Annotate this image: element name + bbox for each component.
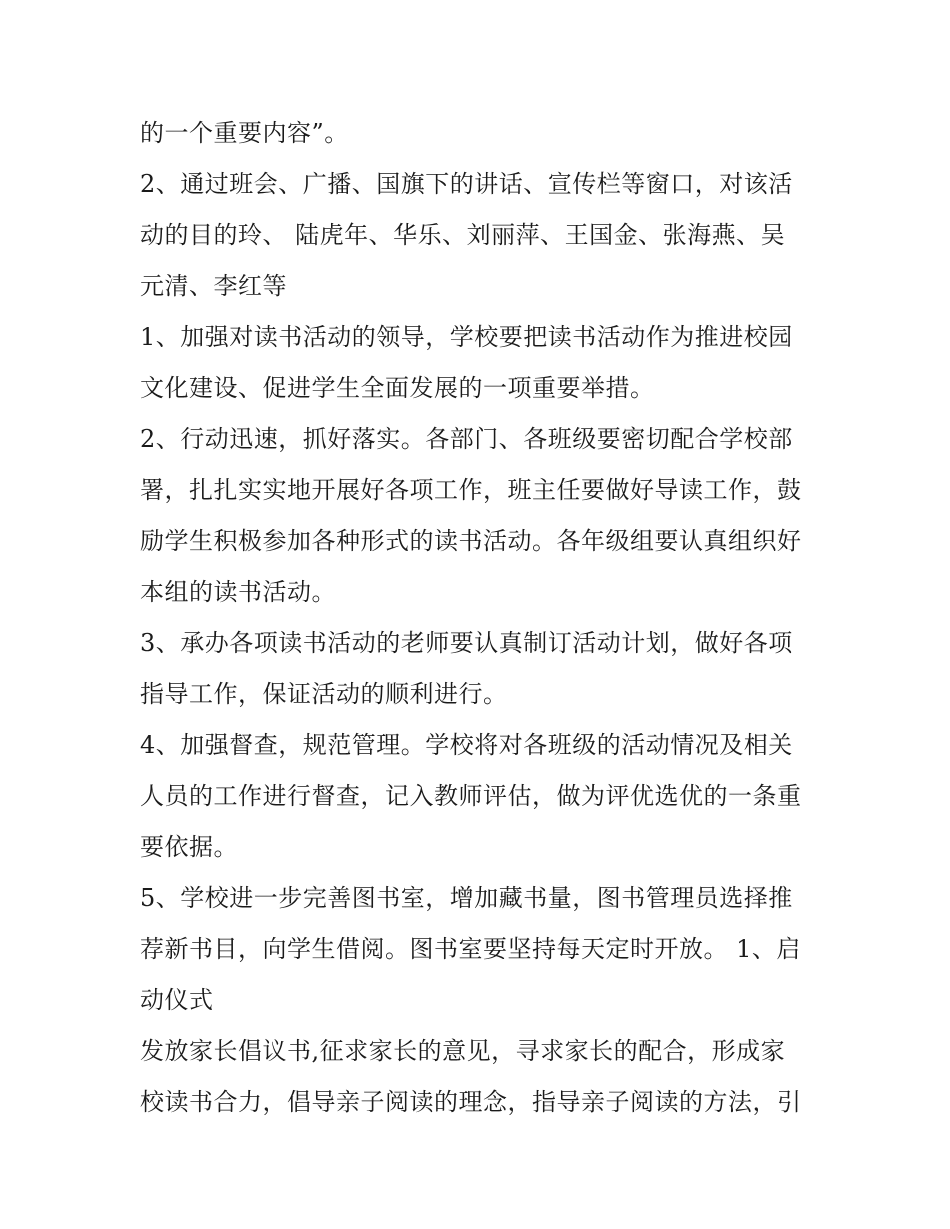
- text-line: 2、行动迅速，抓好落实。各部门、各班级要密切配合学校部: [140, 425, 793, 453]
- text-line: 2、通过班会、广播、国旗下的讲话、宣传栏等窗口，对该活: [140, 170, 793, 198]
- text-line: 本组的读书活动。: [140, 578, 336, 606]
- text-line: 励学生积极参加各种形式的读书活动。各年级组要认真组织好: [140, 527, 802, 555]
- text-line: 4、加强督查，规范管理。学校将对各班级的活动情况及相关: [140, 731, 793, 759]
- text-line: 校读书合力，倡导亲子阅读的理念，指导亲子阅读的方法，引: [140, 1088, 802, 1116]
- document-body: [140, 108, 820, 1128]
- text-line: 动的目的玲、 陆虎年、华乐、刘丽萍、王国金、张海燕、吴: [140, 221, 786, 249]
- text-line: 文化建设、促进学生全面发展的一项重要举措。: [140, 374, 655, 402]
- text-line: 人员的工作进行督查，记入教师评估，做为评优选优的一条重: [140, 782, 802, 810]
- text-line: 荐新书目，向学生借阅。图书室要坚持每天定时开放。 1、启: [140, 935, 801, 963]
- text-line: 发放家长倡议书,征求家长的意见，寻求家长的配合，形成家: [140, 1037, 786, 1065]
- text-line: 署，扎扎实实地开展好各项工作，班主任要做好导读工作，鼓: [140, 476, 802, 504]
- text-line: 要依据。: [140, 833, 238, 861]
- text-line: 指导工作，保证活动的顺利进行。: [140, 680, 508, 708]
- text-line: 元清、李红等: [140, 272, 287, 300]
- text-line: 1、加强对读书活动的领导，学校要把读书活动作为推进校园: [140, 323, 793, 351]
- text-line: 3、承办各项读书活动的老师要认真制订活动计划，做好各项: [140, 629, 793, 657]
- text-line: 的一个重要内容”。: [140, 119, 349, 147]
- text-line: 5、学校进一步完善图书室，增加藏书量，图书管理员选择推: [140, 884, 793, 912]
- text-line: 动仪式: [140, 986, 214, 1014]
